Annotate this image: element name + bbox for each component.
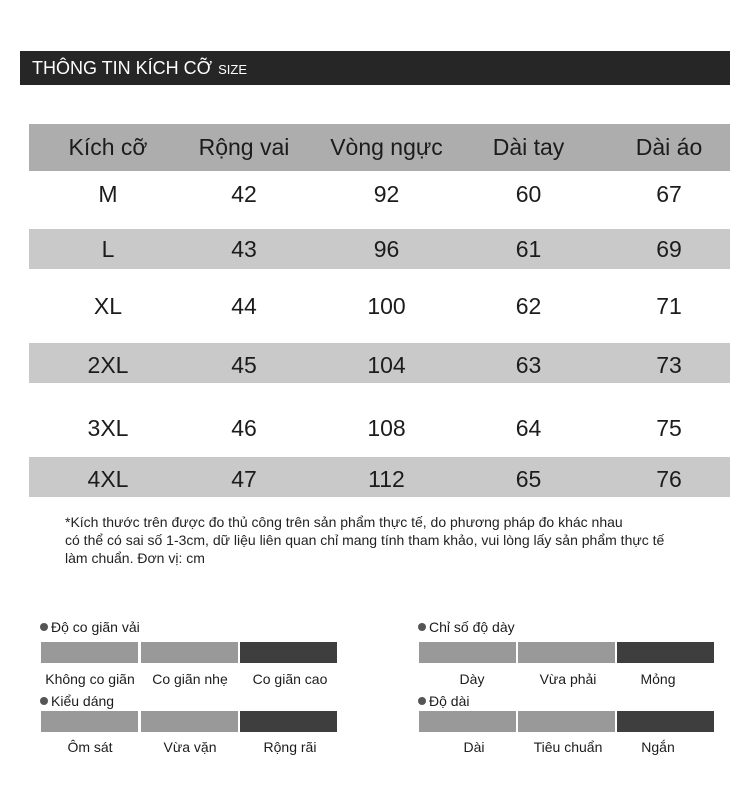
cell-size: 3XL — [87, 415, 129, 441]
length-scale — [418, 693, 718, 765]
note-line: có thể có sai số 1-3cm, dữ liệu liên quan chỉ mang tính tham khảo, vui lòng lấy sản phẩm thực tế — [65, 532, 665, 548]
scale-option-label: Dày — [459, 671, 485, 687]
scale-segment — [141, 711, 238, 732]
table-row — [29, 457, 730, 497]
scale-segment-selected — [240, 711, 337, 732]
note-line: làm chuẩn. Đơn vị: cm — [65, 550, 205, 566]
scale-segment — [518, 711, 615, 732]
cell-shoulder: 44 — [231, 293, 257, 319]
cell-size: L — [101, 236, 115, 262]
scale-option-label: Co giãn cao — [252, 671, 328, 687]
cell-length: 69 — [656, 236, 682, 262]
scale-option-label: Mỏng — [640, 671, 676, 687]
fit-scale — [40, 693, 340, 765]
scale-segment — [419, 711, 516, 732]
scale-option-label: Tiêu chuẩn — [533, 739, 603, 755]
header-subtitle: SIZE — [218, 62, 248, 77]
column-header-sleeve: Dài tay — [492, 134, 565, 160]
cell-length: 71 — [656, 293, 682, 319]
cell-size: M — [98, 181, 118, 207]
scale-title-text: Độ dài — [429, 693, 470, 709]
note-line: *Kích thước trên được đo thủ công trên sản phẩm thực tế, do phương pháp đo khác nhau — [65, 514, 623, 530]
cell-chest: 112 — [368, 466, 405, 492]
cell-chest: 92 — [373, 181, 400, 207]
cell-size: XL — [93, 293, 123, 319]
cell-shoulder: 47 — [231, 466, 257, 492]
cell-chest: 100 — [367, 293, 406, 319]
elasticity-scale — [40, 619, 340, 691]
scale-segment-selected — [240, 642, 337, 663]
column-header-shoulder: Rộng vai — [198, 134, 290, 160]
scale-title — [40, 693, 114, 709]
cell-sleeve: 61 — [515, 236, 542, 262]
scale-option-label: Rộng rãi — [263, 739, 317, 755]
cell-sleeve: 62 — [515, 293, 542, 319]
cell-chest: 96 — [373, 236, 400, 262]
table-header-row — [29, 124, 730, 171]
scale-option-label: Ôm sát — [67, 739, 113, 755]
scale-segment — [41, 642, 138, 663]
scale-option-label: Vừa vặn — [163, 739, 217, 755]
scale-segment-selected — [617, 642, 714, 663]
measurement-note — [65, 513, 725, 567]
cell-length: 76 — [656, 466, 682, 492]
scale-option-label: Ngắn — [641, 739, 675, 755]
header-bar — [20, 51, 730, 85]
scale-option-label: Co giãn nhẹ — [152, 671, 228, 687]
table-row — [29, 343, 730, 383]
cell-size: 2XL — [87, 352, 129, 378]
scale-option-label: Vừa phải — [539, 671, 597, 687]
scale-option-label: Dài — [463, 739, 485, 755]
cell-sleeve: 63 — [515, 352, 542, 378]
scale-title — [418, 619, 515, 635]
cell-length: 67 — [656, 181, 682, 207]
bullet-dot-icon — [40, 623, 48, 631]
column-header-chest: Vòng ngực — [330, 134, 443, 160]
cell-chest: 104 — [367, 352, 406, 378]
scale-title-text: Kiểu dáng — [51, 693, 115, 709]
cell-length: 73 — [656, 352, 682, 378]
scale-title-text: Chỉ số độ dày — [429, 619, 515, 635]
scale-title — [40, 619, 140, 635]
thickness-scale — [418, 619, 718, 691]
cell-sleeve: 65 — [515, 466, 542, 492]
cell-length: 75 — [656, 415, 682, 441]
bullet-dot-icon — [418, 623, 426, 631]
bullet-dot-icon — [40, 697, 48, 705]
scale-segment — [41, 711, 138, 732]
bullet-dot-icon — [418, 697, 426, 705]
scale-segment-selected — [617, 711, 714, 732]
column-header-size: Kích cỡ — [68, 134, 148, 160]
cell-shoulder: 43 — [231, 236, 257, 262]
scale-segment — [518, 642, 615, 663]
table-row — [29, 269, 730, 343]
table-row — [29, 229, 730, 269]
cell-sleeve: 64 — [515, 415, 542, 441]
cell-shoulder: 42 — [231, 181, 257, 207]
cell-chest: 108 — [367, 415, 406, 441]
cell-sleeve: 60 — [515, 181, 542, 207]
scale-option-label: Không co giãn — [45, 671, 135, 687]
table-row — [29, 171, 730, 229]
scale-segment — [141, 642, 238, 663]
cell-size: 4XL — [87, 466, 129, 492]
scale-title — [418, 693, 469, 709]
header-title — [32, 58, 247, 79]
table-row — [29, 383, 730, 457]
scale-title-text: Độ co giãn vải — [51, 619, 140, 635]
cell-shoulder: 46 — [231, 415, 257, 441]
header-title-text: THÔNG TIN KÍCH CỠ — [32, 58, 213, 78]
cell-shoulder: 45 — [231, 352, 257, 378]
scale-segment — [419, 642, 516, 663]
column-header-length: Dài áo — [635, 134, 703, 160]
